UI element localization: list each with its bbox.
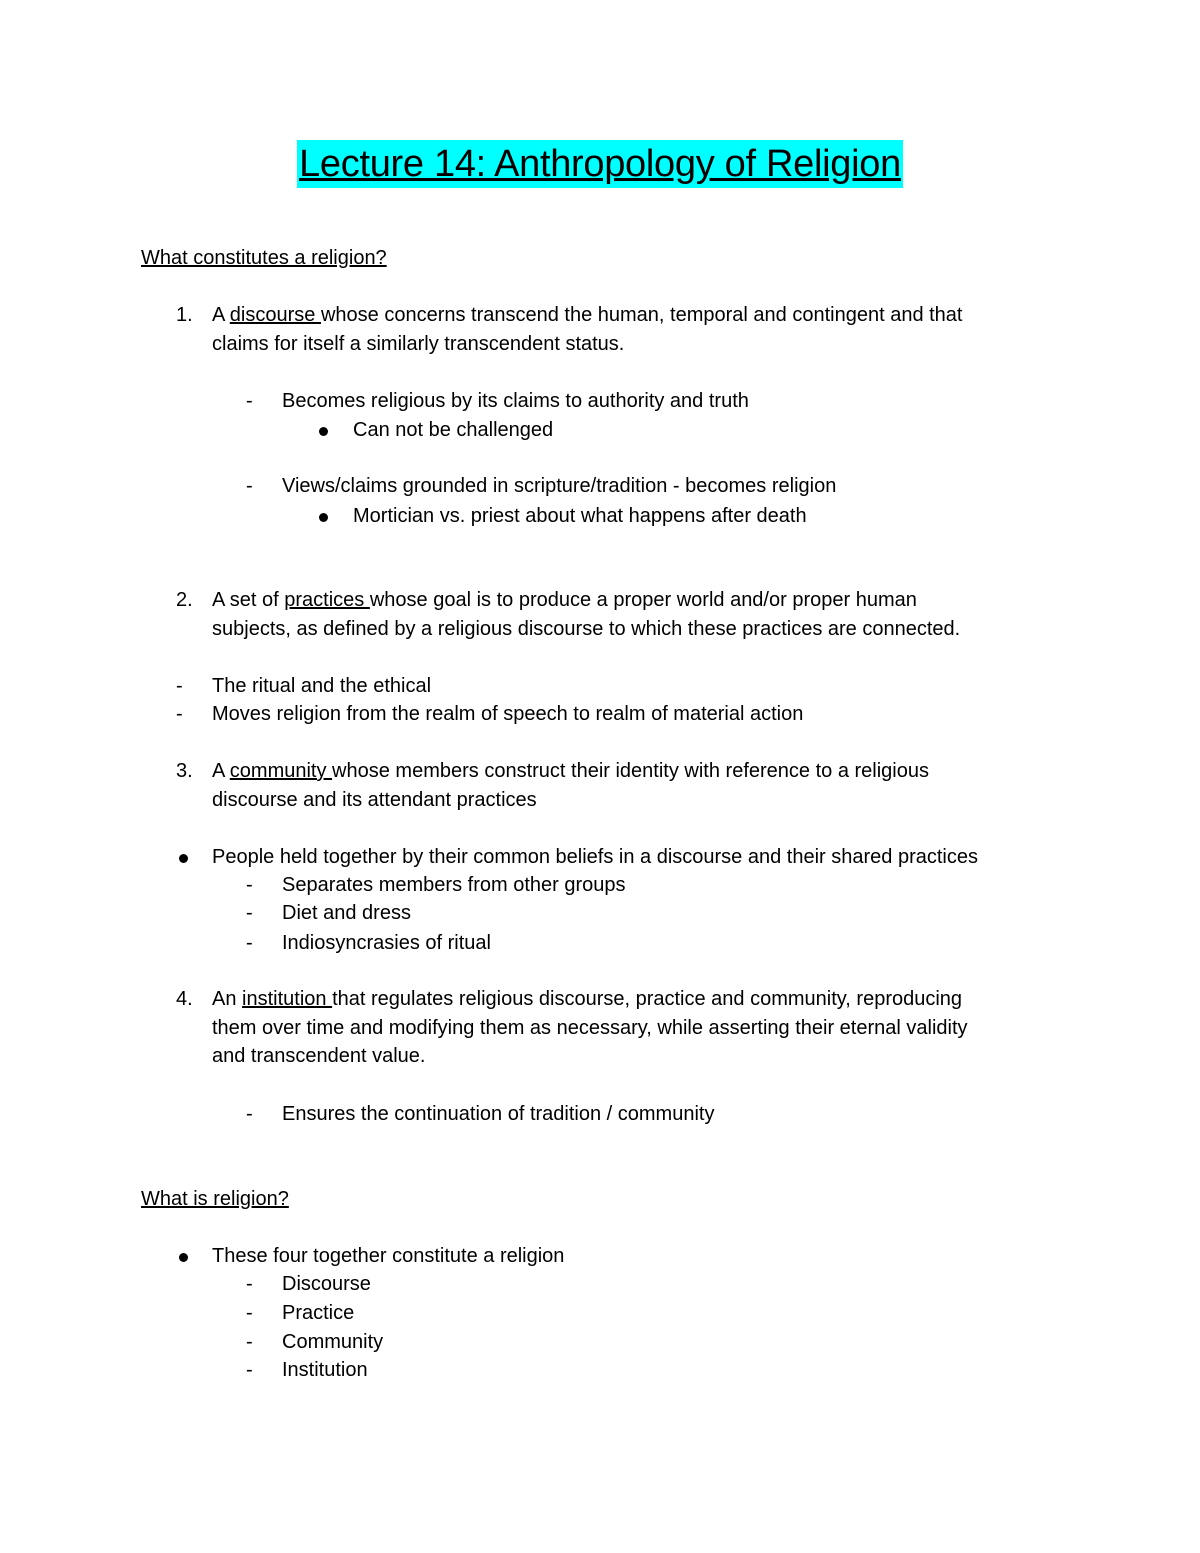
dash-marker: - <box>246 874 253 896</box>
item-text: whose members construct their identity with reference to a religious <box>332 760 929 782</box>
dash-marker: - <box>246 1359 253 1381</box>
dash-marker: - <box>176 703 183 725</box>
page-title: Lecture 14: Anthropology of Religion <box>297 140 903 188</box>
list-number: 4. <box>176 988 193 1010</box>
dash-marker: - <box>246 475 253 497</box>
list-item: Practice <box>282 1302 355 1324</box>
sub-item: Views/claims grounded in scripture/tradition - becomes religion <box>282 475 837 497</box>
dash-marker: - <box>246 390 253 412</box>
list-item: Institution <box>282 1359 368 1381</box>
dash-marker: - <box>246 1273 253 1295</box>
dash-marker: - <box>246 1103 253 1125</box>
section-heading-constitutes: What constitutes a religion? <box>141 247 387 269</box>
dash-marker: - <box>246 902 253 924</box>
item-prefix: A <box>212 760 230 782</box>
bullet-item: These four together constitute a religion <box>212 1245 565 1267</box>
item-text: that regulates religious discourse, practice and community, reproducing <box>332 988 963 1010</box>
item-continuation: claims for itself a similarly transcendent status. <box>212 333 625 355</box>
sub-item: Separates members from other groups <box>282 874 626 896</box>
term-community: community <box>229 760 333 782</box>
list-item: Community <box>282 1331 384 1353</box>
term-discourse: discourse <box>229 304 321 326</box>
list-item-practices <box>212 586 917 614</box>
item-continuation: them over time and modifying them as necessary, while asserting their eternal validity <box>212 1017 968 1039</box>
bullet-icon <box>179 854 188 863</box>
list-number: 3. <box>176 760 193 782</box>
sub-item: Ensures the continuation of tradition / community <box>282 1103 715 1125</box>
bullet-icon <box>319 427 328 436</box>
item-text: whose concerns transcend the human, temporal and contingent and that <box>320 304 963 326</box>
list-number: 2. <box>176 589 193 611</box>
list-item-community <box>212 757 929 785</box>
item-prefix: An <box>212 988 243 1010</box>
item-continuation: and transcendent value. <box>212 1045 426 1067</box>
sub-item: Becomes religious by its claims to authority and truth <box>282 390 749 412</box>
item-prefix: A <box>212 304 230 326</box>
dash-marker: - <box>246 1302 253 1324</box>
list-number: 1. <box>176 304 193 326</box>
bullet-icon <box>179 1253 188 1262</box>
bullet-item: Mortician vs. priest about what happens after death <box>353 505 807 527</box>
dash-marker: - <box>176 675 183 697</box>
bullet-icon <box>319 513 328 522</box>
sub-item: Diet and dress <box>282 902 411 924</box>
dash-marker: - <box>246 932 253 954</box>
list-item: Discourse <box>282 1273 371 1295</box>
term-institution: institution <box>242 988 333 1010</box>
item-text: whose goal is to produce a proper world and/or proper human <box>369 589 917 611</box>
bullet-item: People held together by their common beliefs in a discourse and their shared practices <box>212 846 978 868</box>
list-item-discourse <box>212 301 962 329</box>
item-prefix: A set of <box>212 589 285 611</box>
section-heading-what-is: What is religion? <box>141 1188 289 1210</box>
item-continuation: subjects, as defined by a religious discourse to which these practices are connected. <box>212 618 961 640</box>
sub-item: Moves religion from the realm of speech to realm of material action <box>212 703 804 725</box>
title-container <box>0 140 1200 188</box>
item-continuation: discourse and its attendant practices <box>212 789 537 811</box>
dash-marker: - <box>246 1331 253 1353</box>
list-item-institution <box>212 985 962 1013</box>
bullet-item: Can not be challenged <box>353 419 554 441</box>
sub-item: The ritual and the ethical <box>212 675 432 697</box>
term-practices: practices <box>284 589 370 611</box>
sub-item: Indiosyncrasies of ritual <box>282 932 491 954</box>
